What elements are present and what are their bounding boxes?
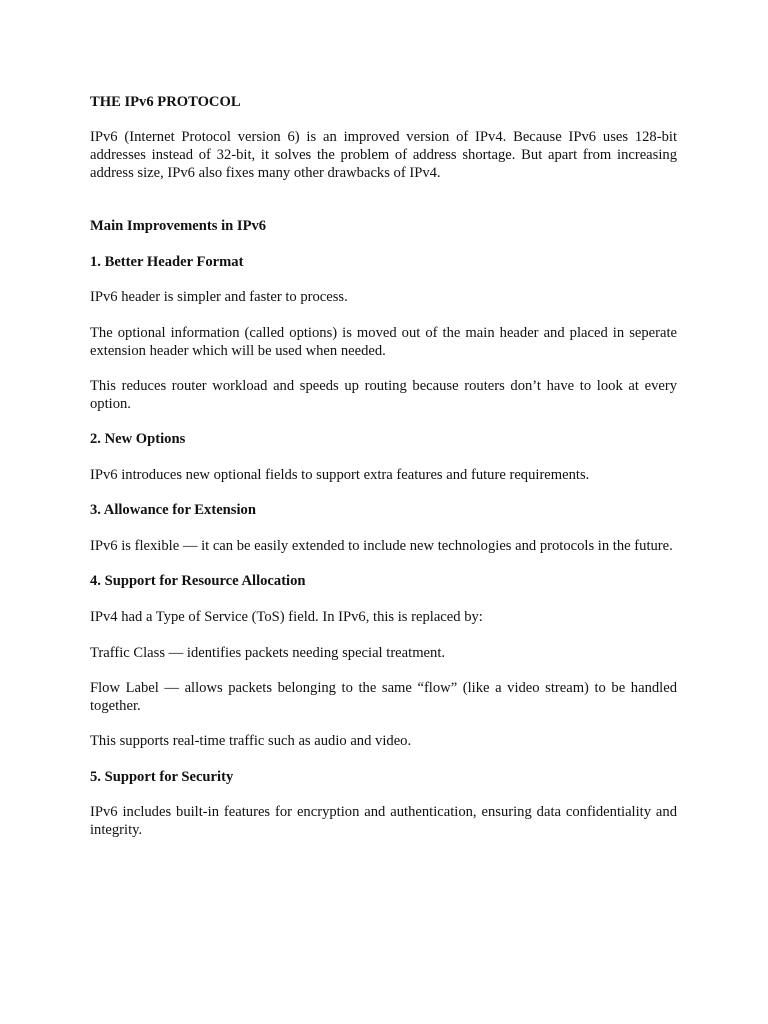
section-paragraph: The optional information (called options) is moved out of the main header and placed in seperate extension header which will be used when needed. bbox=[90, 325, 677, 359]
section-paragraph: IPv4 had a Type of Service (ToS) field. In IPv6, this is replaced by: bbox=[90, 609, 483, 625]
section-paragraph: IPv6 is flexible — it can be easily extended to include new technologies and protocols in the future. bbox=[90, 538, 673, 554]
section-heading: 5. Support for Security bbox=[90, 769, 234, 785]
intro-paragraph: IPv6 (Internet Protocol version 6) is an improved version of IPv4. Because IPv6 uses 128-bit addresses instead of 32-bit, it solves the problem of address shortage. But apart from increasing address size, IPv6 also fixes many other drawbacks of IPv4. bbox=[90, 129, 677, 181]
section-paragraph: This reduces router workload and speeds up routing because routers don’t have to look at every option. bbox=[90, 378, 677, 412]
section-paragraph: Traffic Class — identifies packets needing special treatment. bbox=[90, 645, 446, 661]
section-heading: 1. Better Header Format bbox=[90, 254, 244, 270]
document-page bbox=[90, 93, 677, 839]
section-paragraph: IPv6 includes built-in features for encryption and authentication, ensuring data confidentiality and integrity. bbox=[90, 804, 677, 838]
section-paragraph: IPv6 introduces new optional fields to support extra features and future requirements. bbox=[90, 467, 590, 483]
section-paragraph: Flow Label — allows packets belonging to the same “flow” (like a video stream) to be handled together. bbox=[90, 680, 677, 714]
section-paragraph: IPv6 header is simpler and faster to process. bbox=[90, 289, 348, 305]
section-heading: 3. Allowance for Extension bbox=[90, 502, 256, 518]
main-heading: Main Improvements in IPv6 bbox=[90, 218, 267, 234]
section-heading: 2. New Options bbox=[90, 431, 186, 447]
section-heading: 4. Support for Resource Allocation bbox=[90, 573, 306, 589]
document-title: THE IPv6 PROTOCOL bbox=[90, 94, 241, 110]
section-paragraph: This supports real-time traffic such as audio and video. bbox=[90, 733, 412, 749]
